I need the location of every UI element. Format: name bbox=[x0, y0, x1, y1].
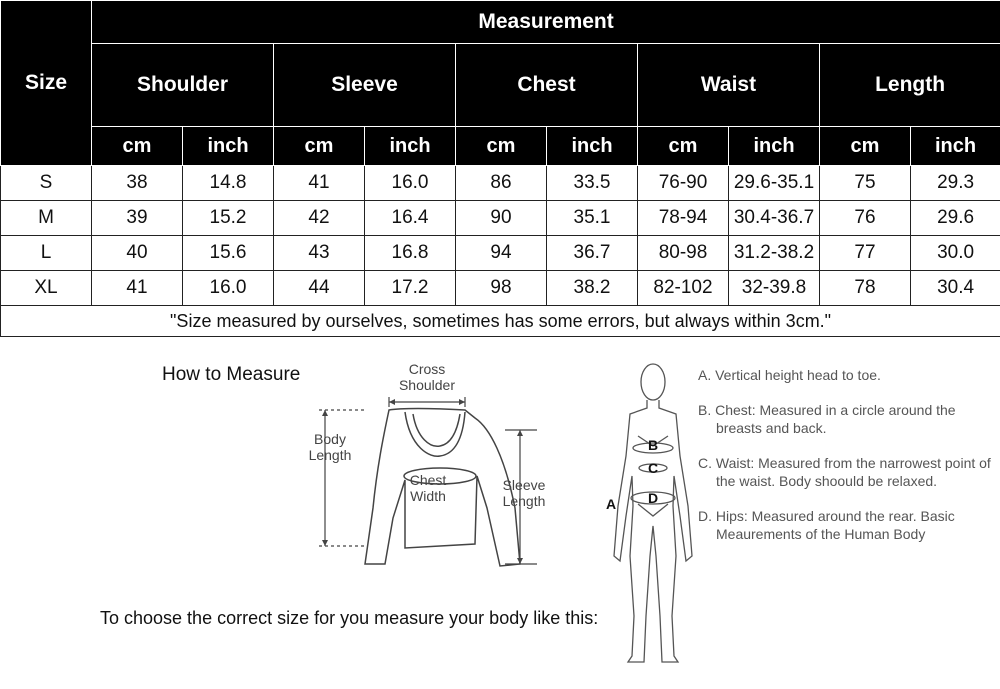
table-cell: 36.7 bbox=[547, 236, 638, 271]
table-cell: 38 bbox=[92, 166, 183, 201]
table-cell: 31.2-38.2 bbox=[729, 236, 820, 271]
marker-d: D bbox=[648, 490, 659, 506]
table-cell: 41 bbox=[92, 271, 183, 306]
definition-item: D. Hips: Measured around the rear. Basic Meaurements of the Human Body bbox=[698, 508, 955, 542]
table-row bbox=[1, 236, 1000, 271]
table-cell: 86 bbox=[456, 166, 547, 201]
size-cell: S bbox=[1, 166, 92, 201]
table-row bbox=[1, 271, 1000, 306]
unit-header: cm bbox=[638, 127, 729, 166]
table-row bbox=[1, 201, 1000, 236]
size-cell: M bbox=[1, 201, 92, 236]
category-shoulder: Shoulder bbox=[92, 44, 274, 127]
marker-b: B bbox=[648, 437, 659, 453]
table-cell: 15.2 bbox=[183, 201, 274, 236]
table-cell: 94 bbox=[456, 236, 547, 271]
table-cell: 82-102 bbox=[638, 271, 729, 306]
table-cell: 40 bbox=[92, 236, 183, 271]
table-cell: 35.1 bbox=[547, 201, 638, 236]
instruction-text: To choose the correct size for you measure your body like this: bbox=[100, 608, 599, 628]
table-cell: 29.6 bbox=[911, 201, 1000, 236]
table-cell: 16.4 bbox=[365, 201, 456, 236]
size-chart-table bbox=[0, 0, 1000, 337]
table-row bbox=[1, 166, 1000, 201]
table-cell: 43 bbox=[274, 236, 365, 271]
table-cell: 98 bbox=[456, 271, 547, 306]
size-note: "Size measured by ourselves, sometimes has some errors, but always within 3cm." bbox=[1, 306, 1000, 337]
table-cell: 30.4-36.7 bbox=[729, 201, 820, 236]
measurement-header: Measurement bbox=[92, 1, 1000, 44]
unit-header: cm bbox=[274, 127, 365, 166]
table-cell: 30.4 bbox=[911, 271, 1000, 306]
category-length: Length bbox=[820, 44, 1000, 127]
definition-item: A. Vertical height head to toe. bbox=[698, 367, 881, 383]
table-cell: 33.5 bbox=[547, 166, 638, 201]
table-cell: 44 bbox=[274, 271, 365, 306]
table-cell: 77 bbox=[820, 236, 911, 271]
unit-header: inch bbox=[729, 127, 820, 166]
table-cell: 16.0 bbox=[365, 166, 456, 201]
table-cell: 32-39.8 bbox=[729, 271, 820, 306]
size-cell: XL bbox=[1, 271, 92, 306]
table-cell: 14.8 bbox=[183, 166, 274, 201]
table-cell: 16.8 bbox=[365, 236, 456, 271]
category-waist: Waist bbox=[638, 44, 820, 127]
table-cell: 78-94 bbox=[638, 201, 729, 236]
table-cell: 15.6 bbox=[183, 236, 274, 271]
table-cell: 16.0 bbox=[183, 271, 274, 306]
marker-a: A bbox=[606, 496, 617, 512]
table-cell: 75 bbox=[820, 166, 911, 201]
table-cell: 17.2 bbox=[365, 271, 456, 306]
how-to-measure-title: How to Measure bbox=[162, 364, 301, 385]
table-cell: 41 bbox=[274, 166, 365, 201]
unit-header: inch bbox=[911, 127, 1000, 166]
table-cell: 90 bbox=[456, 201, 547, 236]
table-cell: 76 bbox=[820, 201, 911, 236]
unit-header: cm bbox=[92, 127, 183, 166]
table-cell: 29.3 bbox=[911, 166, 1000, 201]
table-cell: 80-98 bbox=[638, 236, 729, 271]
marker-c: C bbox=[648, 460, 659, 476]
table-cell: 29.6-35.1 bbox=[729, 166, 820, 201]
cross-shoulder-label: Cross Shoulder bbox=[398, 361, 456, 393]
category-sleeve: Sleeve bbox=[274, 44, 456, 127]
unit-header: inch bbox=[365, 127, 456, 166]
table-cell: 76-90 bbox=[638, 166, 729, 201]
unit-header: cm bbox=[456, 127, 547, 166]
category-chest: Chest bbox=[456, 44, 638, 127]
body-figure bbox=[608, 356, 698, 686]
size-cell: L bbox=[1, 236, 92, 271]
size-header: Size bbox=[1, 1, 92, 166]
table-cell: 39 bbox=[92, 201, 183, 236]
table-cell: 42 bbox=[274, 201, 365, 236]
definition-item: B. Chest: Measured in a circle around the breasts and back. bbox=[698, 402, 956, 436]
table-cell: 30.0 bbox=[911, 236, 1000, 271]
definition-item: C. Waist: Measured from the narrowest point of the waist. Body shoould be relaxed. bbox=[698, 455, 991, 489]
table-cell: 78 bbox=[820, 271, 911, 306]
table-cell: 38.2 bbox=[547, 271, 638, 306]
measurement-definitions bbox=[698, 366, 998, 560]
unit-header: inch bbox=[183, 127, 274, 166]
body-length-label: Body Length bbox=[308, 431, 352, 463]
chest-width-label: Chest Width bbox=[409, 472, 447, 504]
unit-header: inch bbox=[547, 127, 638, 166]
unit-header: cm bbox=[820, 127, 911, 166]
sleeve-length-label: Sleeve Length bbox=[502, 477, 546, 509]
